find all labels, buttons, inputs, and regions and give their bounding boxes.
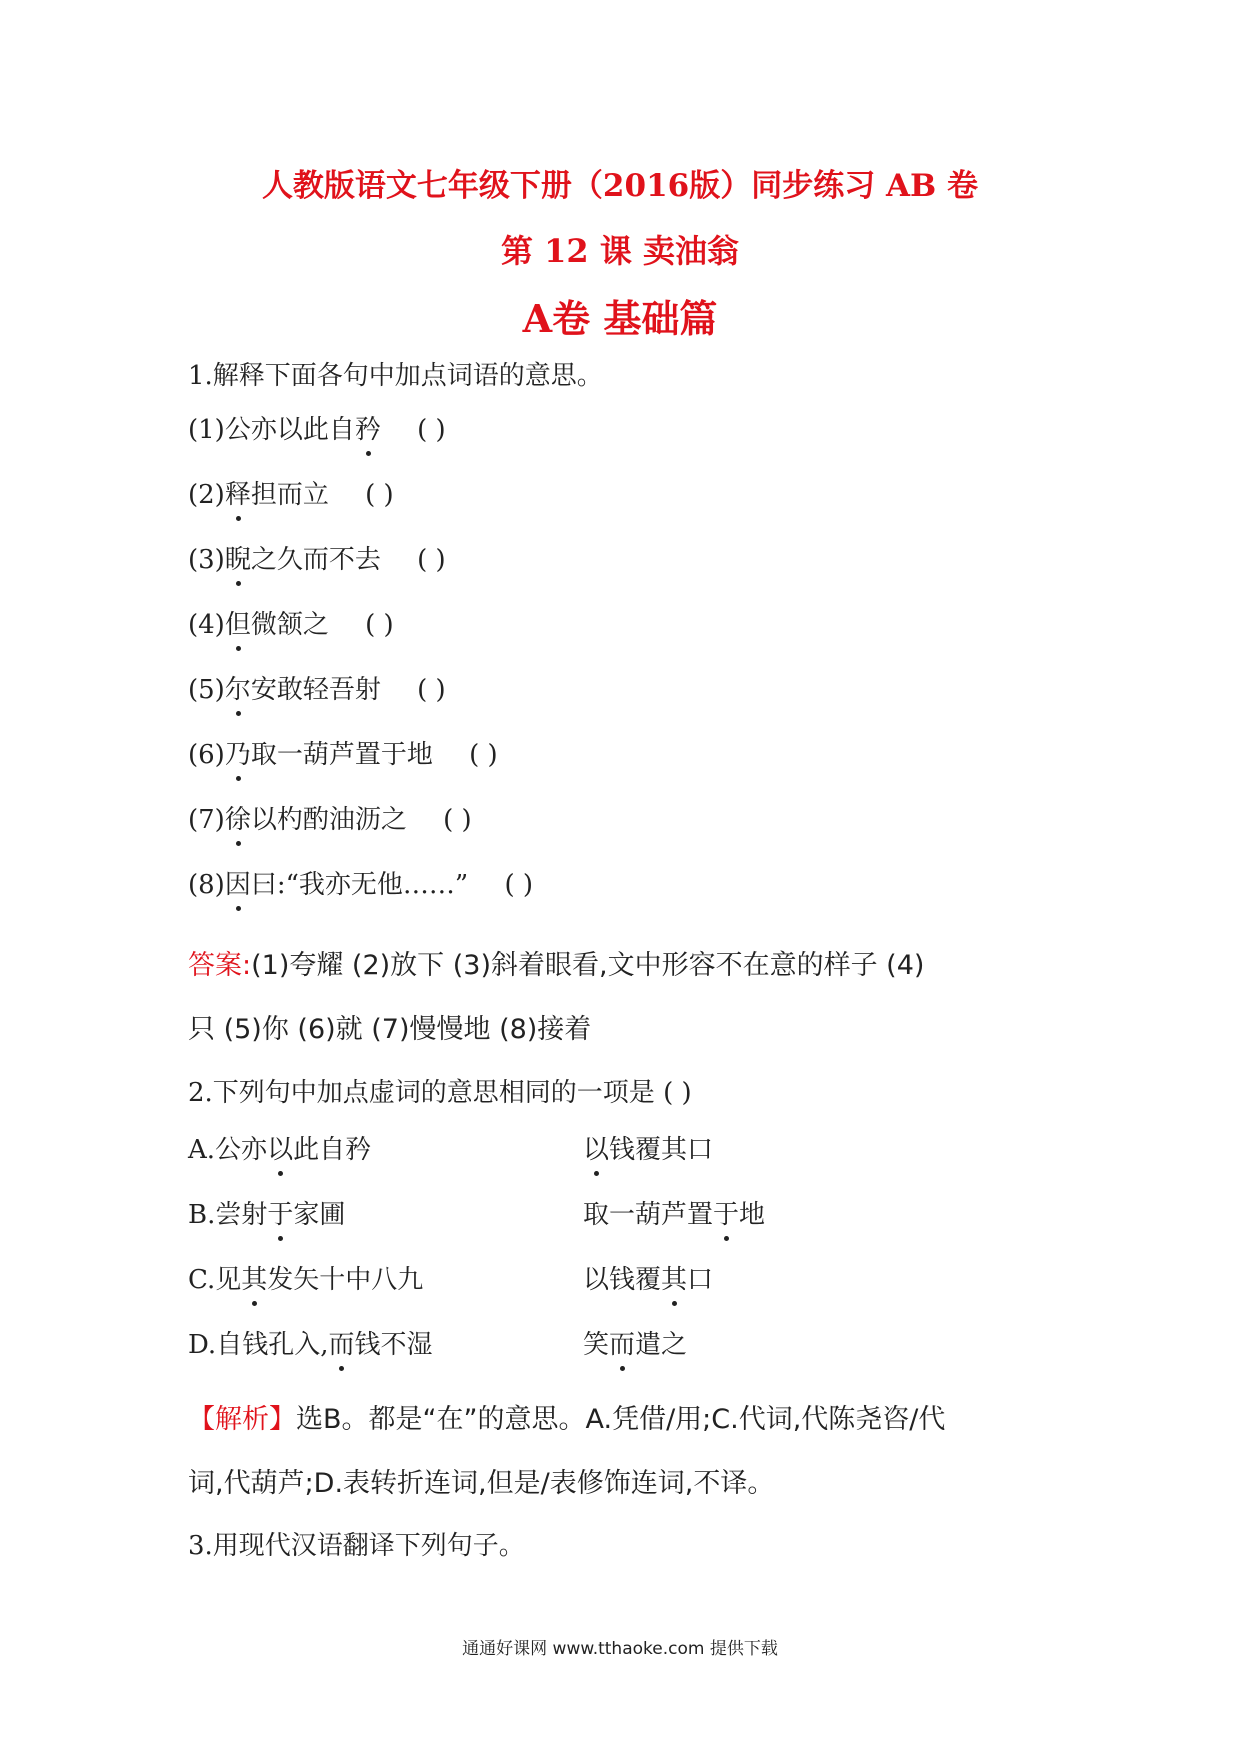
list-item: (8)因曰:“我亦无他……” ( ) — [188, 867, 533, 903]
list-item: (3)睨之久而不去 ( ) — [188, 542, 446, 578]
list-item: (2)释担而立 ( ) — [188, 477, 394, 513]
option-row: A.公亦以此自矜 以钱覆其口 — [188, 1132, 1088, 1168]
option-row: B.尝射于家圃 取一葫芦置于地 — [188, 1197, 1088, 1233]
q1-answer-line2: 只 (5)你 (6)就 (7)慢慢地 (8)接着 — [188, 1014, 592, 1045]
lesson-title: 第 12 课 卖油翁 — [501, 232, 739, 270]
option-row: C.见其发矢十中八九 以钱覆其口 — [188, 1262, 1088, 1298]
list-item: (5)尔安敢轻吾射 ( ) — [188, 672, 446, 708]
q1-prompt: 1.解释下面各句中加点词语的意思。 — [188, 361, 603, 391]
option-row: D.自钱孔入,而钱不湿 笑而遣之 — [188, 1327, 1088, 1363]
footer-text: 通通好课网 www.tthaoke.com 提供下载 — [462, 1639, 778, 1659]
q2-prompt: 2.下列句中加点虚词的意思相同的一项是 ( ) — [188, 1078, 692, 1108]
list-item: (4)但微颔之 ( ) — [188, 607, 394, 643]
document-title: 人教版语文七年级下册（2016版）同步练习 AB 卷 — [261, 168, 979, 204]
section-title: A卷 基础篇 — [522, 296, 718, 341]
list-item: (6)乃取一葫芦置于地 ( ) — [188, 737, 498, 773]
answer-label: 答案: — [188, 950, 252, 981]
q3-prompt: 3.用现代汉语翻译下列句子。 — [188, 1531, 525, 1561]
list-item: (7)徐以杓酌油沥之 ( ) — [188, 802, 472, 838]
q1-answer-line1: 答案:(1)夸耀 (2)放下 (3)斜着眼看,文中形容不在意的样子 (4) — [188, 950, 925, 981]
analysis-label: 【解析】 — [188, 1404, 296, 1435]
q2-analysis-line1: 【解析】选B。都是“在”的意思。A.凭借/用;C.代词,代陈尧咨/代 — [188, 1404, 946, 1435]
q2-analysis-line2: 词,代葫芦;D.表转折连词,但是/表修饰连词,不译。 — [188, 1468, 775, 1499]
list-item: (1)公亦以此自矜 ( ) — [188, 412, 446, 448]
